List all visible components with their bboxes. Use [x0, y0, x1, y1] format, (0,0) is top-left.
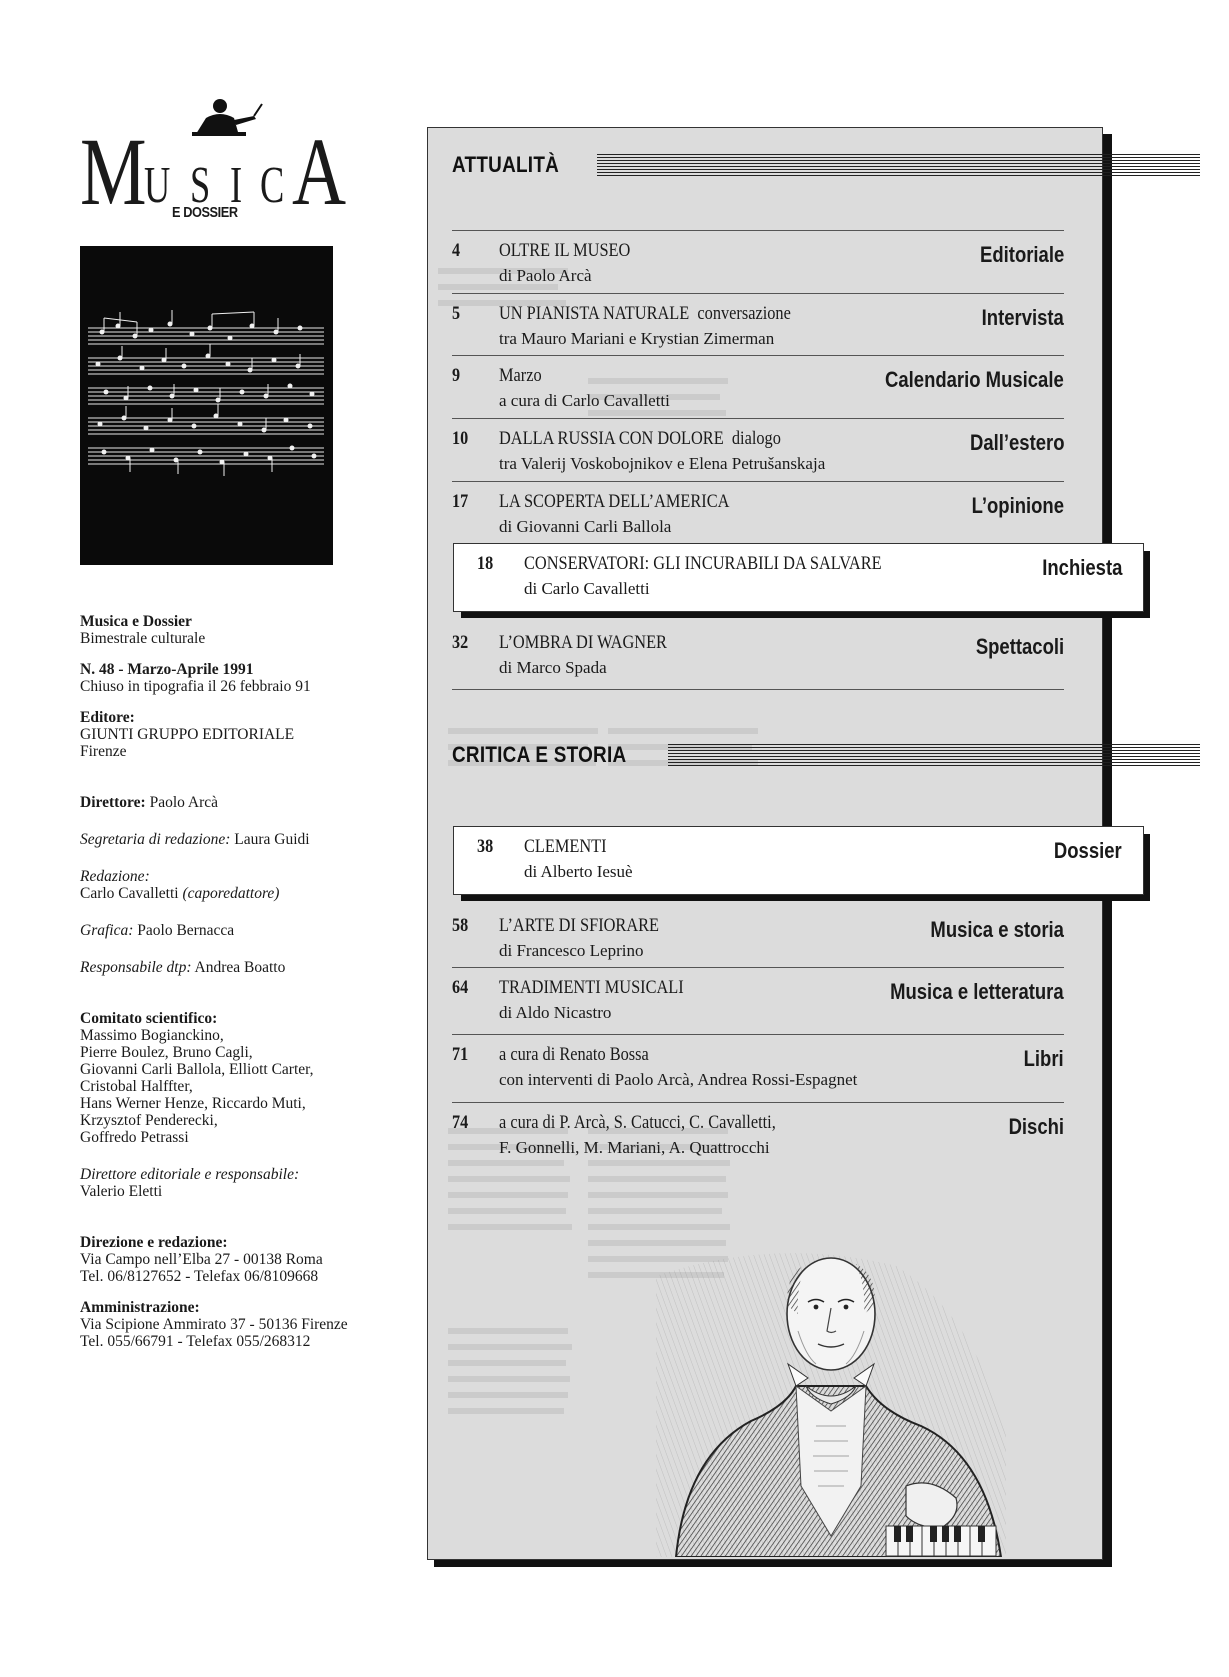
- entry-author: con interventi di Paolo Arcà, Andrea Rossi-Espagnet: [499, 1070, 858, 1089]
- entry-rule: [452, 1034, 1064, 1035]
- entry-author: di Alberto Iesuè: [524, 862, 633, 881]
- entry-page-number: 10: [452, 428, 469, 449]
- entry-author: di Giovanni Carli Ballola: [499, 517, 672, 536]
- entry-author: di Aldo Nicastro: [499, 1003, 612, 1022]
- music-score-image: [80, 246, 333, 565]
- entry-title: [499, 303, 791, 325]
- admin-label: Amministrazione:: [80, 1299, 200, 1316]
- toc-entry[interactable]: [452, 905, 1064, 967]
- entry-author: di Paolo Arcà: [499, 266, 592, 285]
- masthead-letter-a: A: [292, 118, 347, 225]
- committee-line: Goffredo Petrassi: [80, 1129, 189, 1146]
- entry-page-number: 38: [477, 836, 494, 857]
- publisher-name: GIUNTI GRUPPO EDITORIALE: [80, 726, 295, 743]
- entry-rule: [452, 481, 1064, 482]
- toc-entry[interactable]: [452, 1102, 1064, 1170]
- toc-entry[interactable]: [452, 418, 1064, 480]
- entry-title: [499, 491, 729, 513]
- magazine-type: Bimestrale culturale: [80, 630, 206, 647]
- entry-category: Spettacoli: [975, 634, 1064, 659]
- publisher-label: Editore:: [80, 709, 135, 726]
- entry-title: [499, 240, 630, 262]
- entry-title-text: Marzo: [499, 365, 542, 386]
- toc-entry[interactable]: [452, 622, 1064, 690]
- entry-title: [499, 365, 542, 387]
- entry-rule: [452, 967, 1064, 968]
- masthead-letter-i: I: [230, 157, 243, 214]
- committee-line: Cristobal Halffter,: [80, 1078, 193, 1095]
- dtp-name: Andrea Boatto: [194, 959, 286, 976]
- director-label: Direttore:: [80, 794, 146, 811]
- editorial-label: Redazione:: [80, 868, 150, 885]
- masthead-letter-u: U: [144, 157, 171, 214]
- secretary-name: Laura Guidi: [234, 831, 310, 848]
- entry-page-number: 9: [452, 365, 461, 386]
- committee-line: Krzysztof Penderecki,: [80, 1112, 218, 1129]
- entry-title: [499, 1112, 776, 1134]
- entry-category: Editoriale: [979, 242, 1064, 267]
- dtp-label: Responsabile dtp:: [80, 959, 192, 976]
- entry-author: di Carlo Cavalletti: [524, 579, 650, 598]
- entry-rule: [452, 418, 1064, 419]
- entry-page-number: 58: [452, 915, 469, 936]
- entry-page-number: 32: [452, 632, 469, 653]
- direction-address: Via Campo nell’Elba 27 - 00138 Roma: [80, 1251, 323, 1268]
- entry-category: Dischi: [1008, 1114, 1064, 1139]
- entry-title-text: LA SCOPERTA DELL’AMERICA: [499, 491, 730, 512]
- toc-entry[interactable]: [452, 967, 1064, 1029]
- masthead-subtitle: E DOSSIER: [172, 204, 238, 221]
- entry-page-number: 5: [452, 303, 461, 324]
- masthead-letter-s: S: [190, 157, 211, 214]
- editorial-name: Carlo Cavalletti: [80, 885, 179, 902]
- entry-category: Libri: [1023, 1046, 1064, 1071]
- toc-entry[interactable]: [452, 1034, 1064, 1102]
- entry-title-text: UN PIANISTA NATURALE: [499, 303, 690, 324]
- entry-title-text: CLEMENTI: [524, 836, 607, 857]
- entry-page-number: 4: [452, 240, 461, 261]
- entry-page-number: 74: [452, 1112, 469, 1133]
- toc-entry[interactable]: [452, 230, 1064, 292]
- entry-category: Inchiesta: [1041, 555, 1122, 580]
- entry-page-number: 64: [452, 977, 469, 998]
- entry-category: Dall’estero: [969, 430, 1064, 455]
- magazine-name: Musica e Dossier: [80, 613, 192, 630]
- entry-title: [499, 977, 684, 999]
- editor-resp-name: Valerio Eletti: [80, 1183, 163, 1200]
- print-note: Chiuso in tipografia il 26 febbraio 91: [80, 678, 311, 695]
- entry-rule: [452, 689, 1064, 690]
- admin-address: Via Scipione Ammirato 37 - 50136 Firenze: [80, 1316, 348, 1333]
- entry-page-number: 18: [477, 553, 494, 574]
- entry-author: a cura di Carlo Cavalletti: [499, 391, 670, 410]
- entry-title: [499, 1044, 649, 1066]
- colophon: [80, 613, 420, 1364]
- committee-line: Massimo Bogianckino,: [80, 1027, 224, 1044]
- entry-page-number: 17: [452, 491, 469, 512]
- entry-title-text: L’ARTE DI SFIORARE: [499, 915, 660, 936]
- graphics-name: Paolo Bernacca: [137, 922, 235, 939]
- entry-page-number: 71: [452, 1044, 469, 1065]
- entry-title-text: a cura di Renato Bossa: [499, 1044, 649, 1065]
- entry-author: tra Mauro Mariani e Krystian Zimerman: [499, 329, 775, 348]
- entry-author: F. Gonnelli, M. Mariani, A. Quattrocchi: [499, 1138, 770, 1157]
- entry-title-extra: dialogo: [731, 428, 781, 449]
- entry-title-text: L’OMBRA DI WAGNER: [499, 632, 667, 653]
- entry-title-text: OLTRE IL MUSEO: [499, 240, 631, 261]
- entry-title: [499, 428, 781, 450]
- publisher-city: Firenze: [80, 743, 127, 760]
- clementi-portrait-image: [656, 1236, 1006, 1557]
- toc-entry-featured[interactable]: [477, 543, 1122, 610]
- committee-label: Comitato scientifico:: [80, 1010, 218, 1027]
- masthead-letter-c: C: [260, 157, 285, 214]
- secretary-label: Segretaria di redazione:: [80, 831, 231, 848]
- entry-title-text: a cura di P. Arcà, S. Catucci, C. Cavalletti,: [499, 1112, 776, 1133]
- entry-title-extra: conversazione: [697, 303, 791, 324]
- entry-category: Intervista: [981, 305, 1064, 330]
- entry-category: L’opinione: [971, 493, 1064, 518]
- entry-title-text: TRADIMENTI MUSICALI: [499, 977, 684, 998]
- entry-title: [499, 915, 659, 937]
- entry-category: Musica e letteratura: [890, 979, 1064, 1004]
- entry-category: Musica e storia: [930, 917, 1064, 942]
- section-rule-attualita: [597, 154, 1200, 177]
- committee-line: Hans Werner Henze, Riccardo Muti,: [80, 1095, 306, 1112]
- entry-rule: [452, 230, 1064, 231]
- entry-author: di Marco Spada: [499, 658, 607, 677]
- toc-entry[interactable]: [452, 293, 1064, 355]
- toc-entry[interactable]: [452, 355, 1064, 417]
- committee-line: Giovanni Carli Ballola, Elliott Carter,: [80, 1061, 314, 1078]
- entry-author: tra Valerij Voskobojnikov e Elena Petrušanskaja: [499, 454, 826, 473]
- admin-phone: Tel. 055/66791 - Telefax 055/268312: [80, 1333, 311, 1350]
- entry-title-text: CONSERVATORI: GLI INCURABILI DA SALVARE: [524, 553, 882, 574]
- entry-rule: [452, 1102, 1064, 1103]
- entry-title: [499, 632, 667, 654]
- section-rule-critica: [668, 744, 1200, 767]
- entry-title-text: DALLA RUSSIA CON DOLORE: [499, 428, 724, 449]
- editorial-role: (caporedattore): [182, 885, 280, 902]
- portrait-engraving-icon: [656, 1236, 1006, 1557]
- committee-line: Pierre Boulez, Bruno Cagli,: [80, 1044, 253, 1061]
- entry-category: Dossier: [1054, 838, 1122, 863]
- masthead-logo: [80, 96, 347, 228]
- toc-entry-featured[interactable]: [477, 826, 1122, 893]
- entry-rule: [452, 293, 1064, 294]
- issue-number: N. 48 - Marzo-Aprile 1991: [80, 661, 254, 678]
- graphics-label: Grafica:: [80, 922, 134, 939]
- director-name: Paolo Arcà: [149, 794, 219, 811]
- entry-title: [524, 553, 882, 575]
- section-heading-critica: CRITICA E STORIA: [452, 742, 627, 767]
- entry-title: [524, 836, 607, 858]
- conductor-figure-icon: [176, 96, 266, 146]
- toc-entry[interactable]: [452, 481, 1064, 543]
- editor-resp-label: Direttore editoriale e responsabile:: [80, 1166, 300, 1183]
- section-heading-attualita: ATTUALITÀ: [452, 152, 560, 177]
- entry-rule: [452, 355, 1064, 356]
- direction-label: Direzione e redazione:: [80, 1234, 228, 1251]
- direction-phone: Tel. 06/8127652 - Telefax 06/8109668: [80, 1268, 319, 1285]
- masthead-letter-m: M: [80, 118, 147, 225]
- entry-category: Calendario Musicale: [885, 367, 1064, 392]
- handwritten-score-icon: [80, 246, 333, 565]
- entry-author: di Francesco Leprino: [499, 941, 644, 960]
